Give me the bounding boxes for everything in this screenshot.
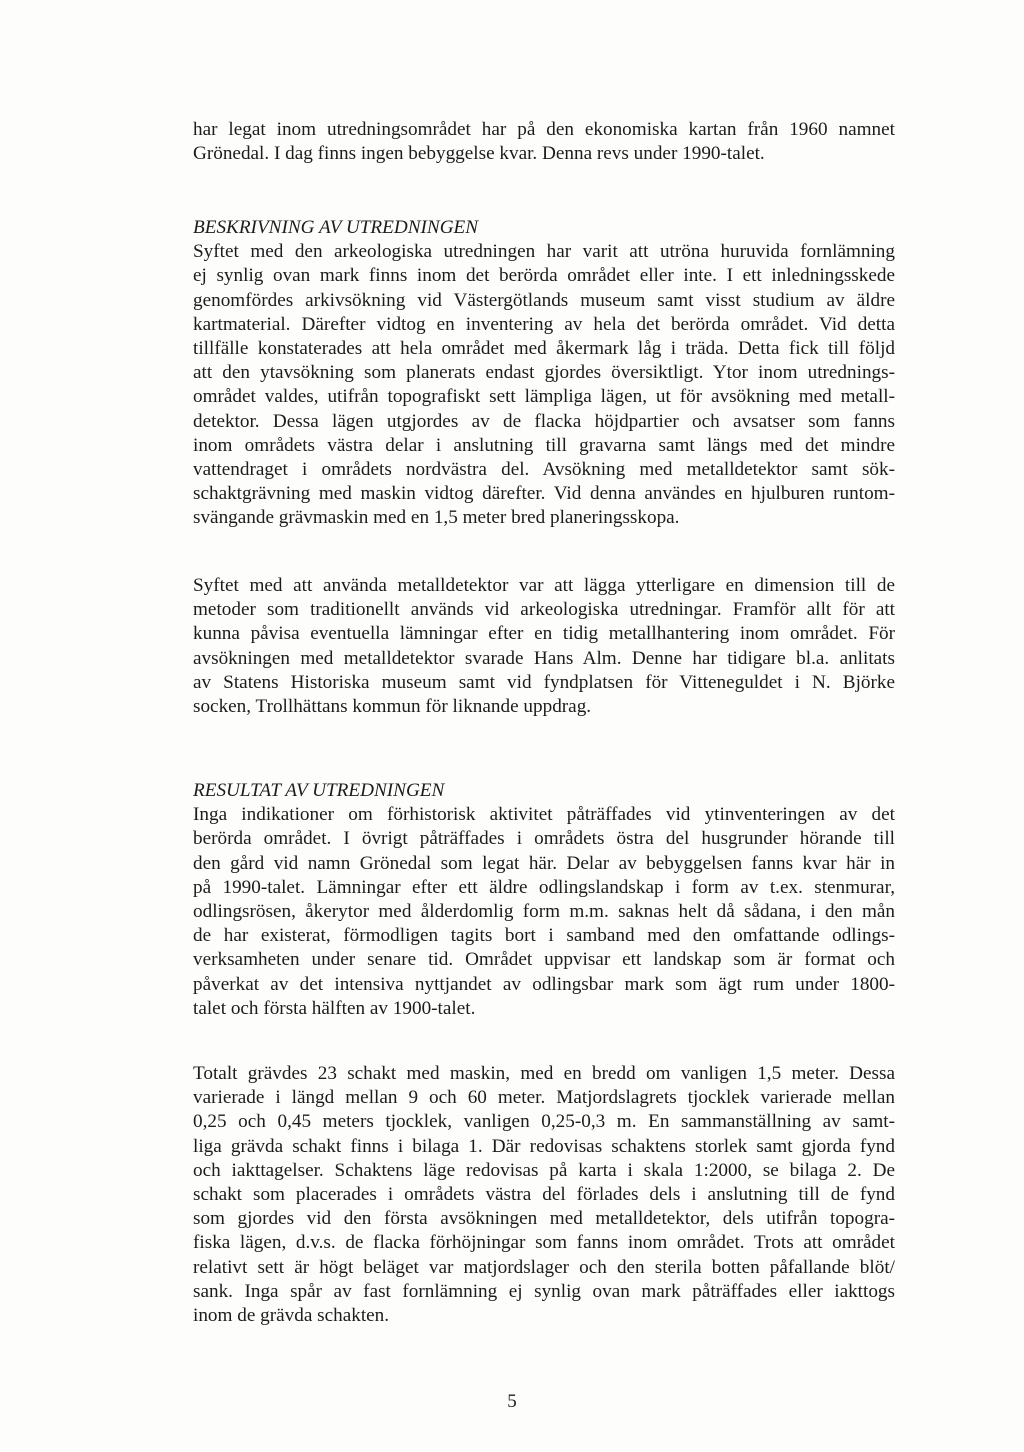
text-line: tillfälle konstaterades att hela området med åkermark låg i träda. Detta fick till följd (193, 338, 895, 360)
text-line: Inga indikationer om förhistorisk aktivitet påträffades vid ytinventeringen av det (193, 804, 895, 826)
text-line: 0,25 och 0,45 meters tjocklek, vanligen 0,25-0,3 m. En sammanställning av samt- (193, 1111, 895, 1133)
text-line: inom de grävda schakten. (193, 1305, 390, 1327)
text-line: verksamheten under senare tid. Området uppvisar ett landskap som är format och (193, 949, 895, 971)
text-line: inom områdets västra delar i anslutning till gravarna samt längs med det mindre (193, 434, 895, 456)
text-line: genomfördes arkivsökning vid Västergötlands museum samt visst studium av äldre (193, 289, 895, 311)
text-line: kunna påvisa eventuella lämningar efter en tidig metallhantering inom området. För (193, 623, 895, 645)
text-line: schakt som placerades i områdets västra del förlades dels i anslutning till de fynd (193, 1184, 895, 1206)
text-line: Grönedal. I dag finns ingen bebyggelse kvar. Denna revs under 1990-talet. (193, 143, 765, 165)
text-line: av Statens Historiska museum samt vid fyndplatsen för Vitteneguldet i N. Björke (193, 671, 895, 693)
text-line: har legat inom utredningsområdet har på den ekonomiska kartan från 1960 namnet (193, 119, 895, 140)
text-line: på 1990-talet. Lämningar efter ett äldre odlingslandskap i form av t.ex. stenmurar, (193, 876, 895, 898)
page-number: 5 (507, 1391, 517, 1412)
intro-paragraph (193, 118, 895, 166)
text-line: Syftet med den arkeologiska utredningen har varit att utröna huruvida fornlämning (193, 241, 895, 263)
text-line: svängande grävmaskin med en 1,5 meter bred planeringsskopa. (193, 507, 680, 529)
beskrivning-section (193, 216, 895, 531)
text-line: varierade i längd mellan 9 och 60 meter. Matjordslagrets tjocklek varierade mellan (193, 1087, 895, 1109)
text-line: berörda området. I övrigt påträffades i områdets östra del husgrunder hörande till (193, 828, 895, 850)
text-line: liga grävda schakt finns i bilaga 1. Där redovisas schaktens storlek samt gjorda fynd (193, 1135, 895, 1157)
section-heading-resultat: RESULTAT AV UTREDNINGEN (193, 780, 445, 801)
text-line: socken, Trollhättans kommun för liknande uppdrag. (193, 696, 592, 718)
text-line: Syftet med att använda metalldetektor var att lägga ytterligare en dimension till de (193, 575, 895, 596)
text-line: schaktgrävning med maskin vidtog därefter. Vid denna användes en hjulburen runtom- (193, 483, 895, 505)
text-line: talet och första hälften av 1900-talet. (193, 997, 476, 1019)
text-line: Totalt grävdes 23 schakt med maskin, med en bredd om vanligen 1,5 meter. Dessa (193, 1063, 895, 1084)
syftet-paragraph (193, 574, 895, 719)
text-line: odlingsrösen, åkerytor med ålderdomlig form m.m. saknas helt då sådana, i den mån (193, 901, 895, 923)
text-line: relativt sett är högt beläget var matjordslager och den sterila botten påfallande blöt/ (193, 1256, 895, 1278)
totalt-paragraph (193, 1062, 895, 1328)
text-line: som gjordes vid den första avsökningen med metalldetektor, dels utifrån topogra- (193, 1208, 895, 1230)
text-line: metoder som traditionellt används vid arkeologiska utredningar. Framför allt för att (193, 599, 895, 621)
resultat-section (193, 779, 895, 1021)
text-line: fiska lägen, d.v.s. de flacka förhöjningar som fanns inom området. Trots att området (193, 1232, 895, 1254)
text-line: sank. Inga spår av fast fornlämning ej synlig ovan mark påträffades eller iakttogs (193, 1280, 895, 1302)
text-line: den gård vid namn Grönedal som legat här. Delar av bebyggelsen fanns kvar här in (193, 852, 895, 874)
section-heading-beskrivning: BESKRIVNING AV UTREDNINGEN (193, 217, 479, 238)
text-line: detektor. Dessa lägen utgjordes av de flacka höjdpartier och avsatser som fanns (193, 410, 895, 432)
text-line: ej synlig ovan mark finns inom det berörda området eller inte. I ett inledningsskede (193, 265, 895, 287)
text-line: de har existerat, förmodligen tagits bort i samband med den omfattande odlings- (193, 925, 895, 947)
text-line: vattendraget i områdets nordvästra del. Avsökning med metalldetektor samt sök- (193, 459, 895, 481)
text-line: området valdes, utifrån topografiskt sett lämpliga lägen, ut för avsökning med metall- (193, 386, 895, 408)
text-line: och iakttagelser. Schaktens läge redovisas på karta i skala 1:2000, se bilaga 2. De (193, 1159, 895, 1181)
text-line: kartmaterial. Därefter vidtog en inventering av hela det berörda området. Vid detta (193, 313, 895, 335)
text-line: avsökningen med metalldetektor svarade Hans Alm. Denne har tidigare bl.a. anlitats (193, 647, 895, 669)
text-line: att den ytavsökning som planerats endast gjordes översiktligt. Ytor inom utrednings- (193, 362, 895, 384)
text-line: påverkat av det intensiva nyttjandet av odlingsbar mark som ägt rum under 1800- (193, 973, 895, 995)
